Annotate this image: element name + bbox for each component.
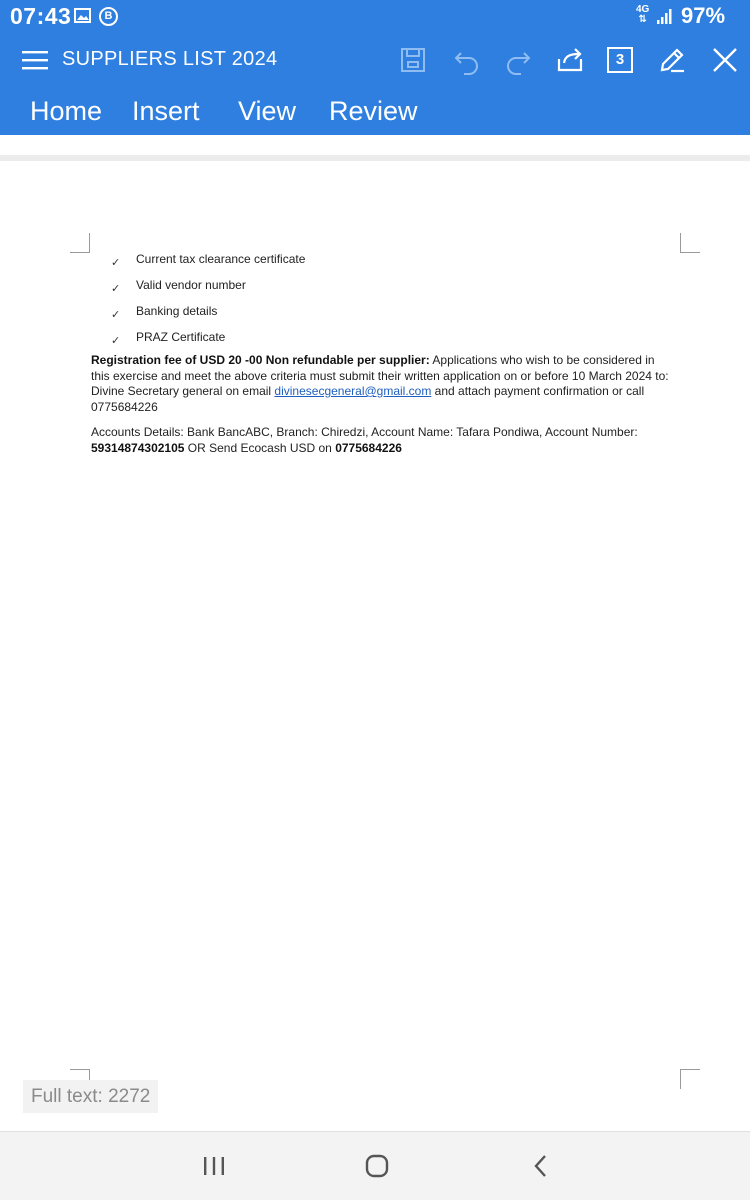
edit-icon[interactable] xyxy=(657,45,687,75)
battery-level: 97% xyxy=(681,3,726,28)
gallery-notification-icon xyxy=(74,8,91,23)
accounts-paragraph: Accounts Details: Bank BancABC, Branch: Chiredzi, Account Name: Tafara Pondiwa, Account Number: 59314874302105 OR Send Ecocash USD on 0775684226 xyxy=(91,425,638,455)
list-item: ✓ PRAZ Certificate xyxy=(111,327,671,353)
menu-icon[interactable] xyxy=(22,49,48,71)
page-count-icon[interactable]: 3 xyxy=(607,47,633,73)
ribbon-tabs xyxy=(0,94,750,134)
margin-corner-top-right xyxy=(680,233,700,253)
full-text-counter[interactable]: Full text: 2272 xyxy=(23,1080,158,1113)
network-type: 4G ⇅ xyxy=(636,4,650,25)
undo-icon[interactable] xyxy=(452,45,482,75)
checkmark-icon: ✓ xyxy=(111,257,121,269)
margin-corner-bottom-right xyxy=(680,1069,700,1089)
list-item: ✓ Valid vendor number xyxy=(111,275,671,301)
account-number: 59314874302105 xyxy=(91,440,185,455)
margin-corner-top-left xyxy=(70,233,90,253)
document-title: SUPPLIERS LIST 2024 xyxy=(62,48,278,70)
status-bar xyxy=(0,0,750,34)
document-page[interactable] xyxy=(0,161,750,1131)
share-icon[interactable] xyxy=(555,45,585,75)
navigation-bar xyxy=(0,1131,750,1200)
home-icon[interactable] xyxy=(363,1152,391,1180)
b-notification-icon: B xyxy=(99,7,118,26)
document-body xyxy=(91,249,671,456)
checkmark-icon: ✓ xyxy=(111,283,121,295)
checkmark-icon: ✓ xyxy=(111,309,121,321)
list-item: ✓ Banking details xyxy=(111,301,671,327)
app-toolbar xyxy=(0,34,750,135)
save-icon[interactable] xyxy=(398,45,428,75)
back-icon[interactable] xyxy=(527,1152,555,1180)
email-link[interactable]: divinesecgeneral@gmail.com xyxy=(274,384,432,398)
registration-paragraph: Registration fee of USD 20 -00 Non refundable per supplier: Applications who wish to be considered in this exercise and meet the above criteria must submit their written application on or before 10 March 2024 to: Divine Secretary general on email divinesecgeneral@gmail.com and attach payment confirmation or call 0775684226 xyxy=(91,353,669,414)
requirements-list xyxy=(111,249,671,353)
status-time: 07:43 xyxy=(10,3,72,29)
tab-view[interactable]: View xyxy=(238,96,297,126)
checkmark-icon: ✓ xyxy=(111,335,121,347)
tab-home[interactable]: Home xyxy=(30,96,103,126)
recents-icon[interactable] xyxy=(200,1152,228,1180)
signal-icon xyxy=(656,8,673,25)
list-item: ✓ Current tax clearance certificate xyxy=(111,249,671,275)
registration-fee-heading: Registration fee of USD 20 -00 Non refundable per supplier: xyxy=(91,353,430,367)
close-icon[interactable] xyxy=(710,45,740,75)
ecocash-number: 0775684226 xyxy=(335,440,402,455)
redo-icon[interactable] xyxy=(503,45,533,75)
tab-insert[interactable]: Insert xyxy=(132,96,200,126)
tab-review[interactable]: Review xyxy=(329,96,418,126)
